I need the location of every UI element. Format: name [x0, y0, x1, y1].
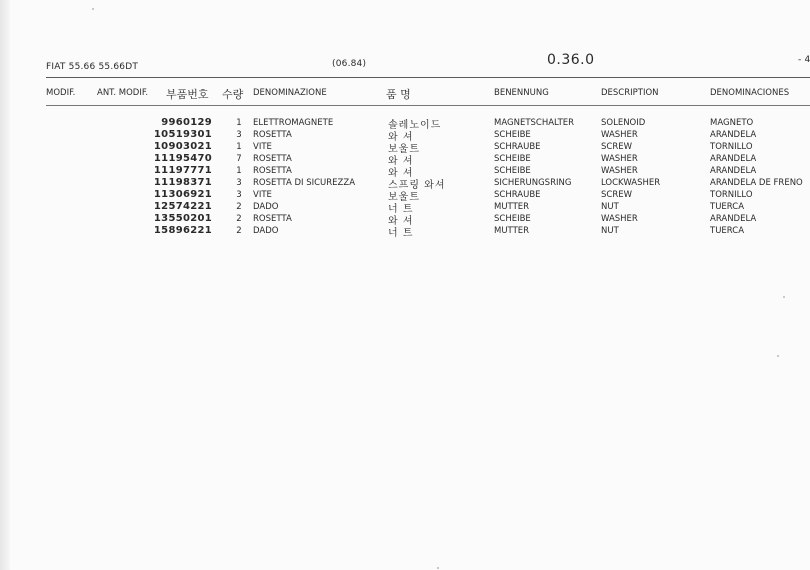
benennung-cell: MUTTER [494, 202, 530, 212]
description-cell: WASHER [601, 130, 638, 140]
denominacion-cell: ARANDELA [710, 154, 757, 164]
quantity-cell: 2 [236, 214, 242, 224]
denominazione-cell: ROSETTA [253, 154, 292, 164]
quantity-cell: 3 [236, 130, 242, 140]
denominazione-cell: ELETTROMAGNETE [253, 118, 334, 128]
header-rule-top [46, 77, 810, 78]
korean-name-cell: 와 셔 [388, 168, 414, 179]
part-number-cell: 13550201 [153, 213, 212, 224]
denominazione-cell: DADO [253, 202, 279, 212]
korean-name-cell: 솔레노이드 [388, 120, 442, 131]
column-header-denominazione: DENOMINAZIONE [253, 88, 327, 98]
denominacion-cell: TORNILLO [710, 142, 753, 152]
quantity-cell: 7 [236, 154, 242, 164]
part-number-cell: 10519301 [153, 129, 212, 140]
quantity-cell: 3 [236, 190, 242, 200]
part-number-cell: 11198371 [153, 177, 212, 188]
korean-name-cell: 와 셔 [388, 156, 414, 167]
denominacion-cell: ARANDELA [710, 166, 757, 176]
column-header-ant-modif: ANT. MODIF. [97, 88, 149, 98]
scan-speck [783, 296, 785, 298]
scan-speck [437, 567, 439, 569]
table-row [0, 226, 810, 238]
benennung-cell: MUTTER [494, 226, 530, 236]
korean-name-cell: 와 셔 [388, 216, 414, 227]
quantity-cell: 1 [236, 118, 242, 128]
denominazione-cell: ROSETTA [253, 166, 292, 176]
part-number-cell: 11306921 [153, 189, 212, 200]
description-cell: NUT [601, 202, 619, 212]
benennung-cell: SCHRAUBE [494, 190, 541, 200]
description-cell: SCREW [601, 190, 633, 200]
description-cell: NUT [601, 226, 619, 236]
description-cell: SOLENOID [601, 118, 646, 128]
korean-name-cell: 스프링 와셔 [388, 180, 446, 191]
korean-name-cell: 너 트 [388, 204, 414, 215]
denominacion-cell: TORNILLO [710, 190, 753, 200]
column-header-description: DESCRIPTION [601, 88, 659, 98]
header-rule-bottom [46, 105, 810, 106]
denominazione-cell: VITE [253, 190, 272, 200]
description-cell: WASHER [601, 166, 638, 176]
korean-name-cell: 보울트 [388, 144, 420, 155]
benennung-cell: SCHRAUBE [494, 142, 541, 152]
column-header-benennung: BENENNUNG [494, 88, 549, 98]
denominacion-cell: ARANDELA [710, 214, 757, 224]
denominazione-cell: DADO [253, 226, 279, 236]
column-header-modif: MODIF. [46, 88, 76, 98]
benennung-cell: SCHEIBE [494, 214, 531, 224]
column-header-part-number: 부품번호 [166, 88, 209, 101]
part-number-cell: 9960129 [161, 117, 212, 128]
column-header-korean-name: 품 명 [386, 88, 411, 101]
scan-speck [777, 355, 779, 357]
part-number-cell: 10903021 [153, 141, 212, 152]
quantity-cell: 1 [236, 142, 242, 152]
part-number-cell: 15896221 [153, 225, 212, 236]
section-code: 0.36.0 [547, 52, 595, 68]
denominazione-cell: ROSETTA [253, 214, 292, 224]
benennung-cell: MAGNETSCHALTER [494, 118, 575, 128]
column-header-quantity: 수량 [222, 88, 244, 101]
binding-edge [0, 0, 10, 570]
description-cell: SCREW [601, 142, 633, 152]
benennung-cell: SCHEIBE [494, 154, 531, 164]
part-number-cell: 11195470 [153, 153, 212, 164]
denominacion-cell: ARANDELA [710, 130, 757, 140]
korean-name-cell: 너 트 [388, 228, 414, 239]
part-number-cell: 12574221 [153, 201, 212, 212]
model-label: FIAT 55.66 55.66DT [46, 62, 139, 72]
edition-date: (06.84) [332, 59, 367, 69]
quantity-cell: 2 [236, 226, 242, 236]
denominazione-cell: VITE [253, 142, 272, 152]
part-number-cell: 11197771 [153, 165, 212, 176]
description-cell: WASHER [601, 214, 638, 224]
denominacion-cell: TUERCA [710, 226, 745, 236]
denominacion-cell: ARANDELA DE FRENO [710, 178, 803, 188]
denominacion-cell: TUERCA [710, 202, 745, 212]
scan-speck [92, 8, 94, 10]
denominazione-cell: ROSETTA [253, 130, 292, 140]
column-header-denominaciones: DENOMINACIONES [710, 88, 790, 98]
korean-name-cell: 보울트 [388, 192, 420, 203]
quantity-cell: 2 [236, 202, 242, 212]
page-number: - 4 [798, 55, 810, 65]
benennung-cell: SCHEIBE [494, 130, 531, 140]
denominazione-cell: ROSETTA DI SICUREZZA [253, 178, 356, 188]
benennung-cell: SICHERUNGSRING [494, 178, 572, 188]
korean-name-cell: 와 셔 [388, 132, 414, 143]
benennung-cell: SCHEIBE [494, 166, 531, 176]
quantity-cell: 3 [236, 178, 242, 188]
description-cell: WASHER [601, 154, 638, 164]
denominacion-cell: MAGNETO [710, 118, 754, 128]
description-cell: LOCKWASHER [601, 178, 661, 188]
quantity-cell: 1 [236, 166, 242, 176]
